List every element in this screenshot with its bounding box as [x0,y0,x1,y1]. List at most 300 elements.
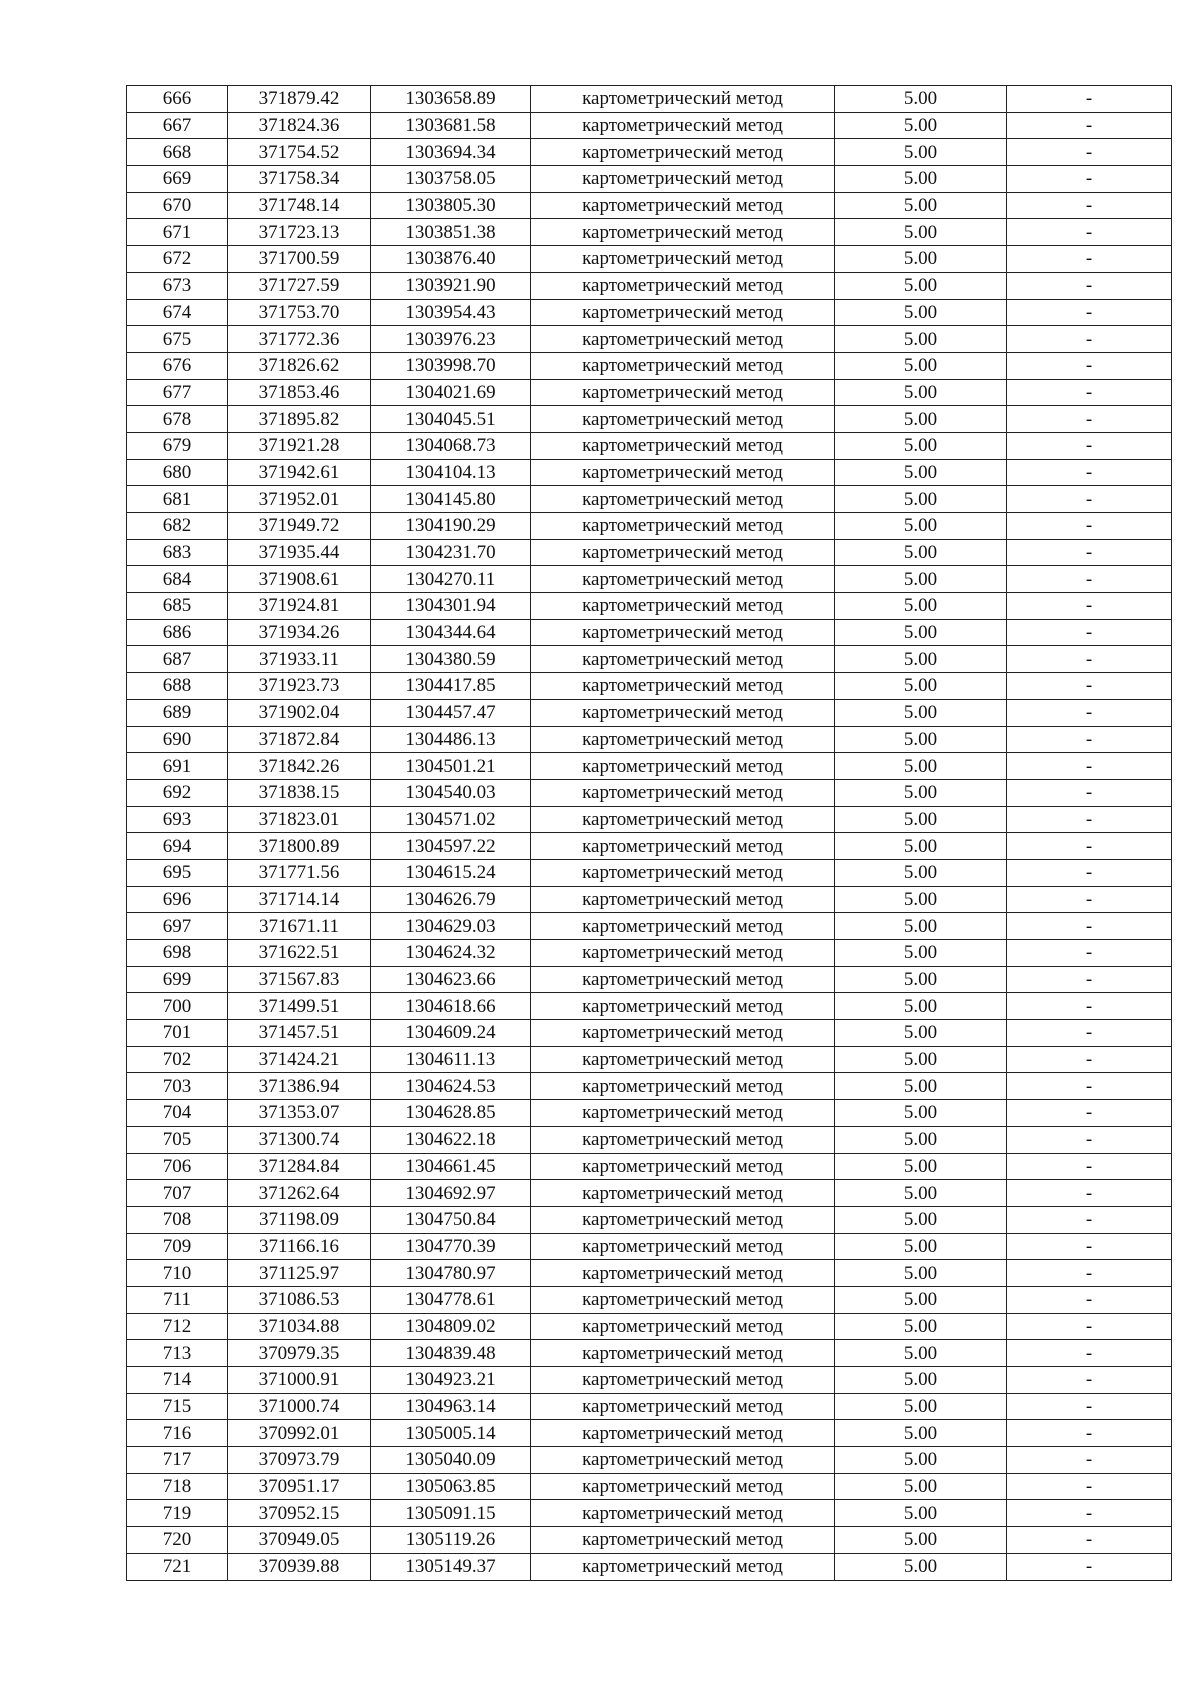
description-cell: - [1007,1206,1172,1233]
description-cell: - [1007,1046,1172,1073]
x-coordinate-cell: 371353.07 [228,1100,371,1127]
description-cell: - [1007,1153,1172,1180]
method-cell: картометрический метод [531,619,835,646]
description-cell: - [1007,1126,1172,1153]
description-cell: - [1007,566,1172,593]
method-cell: картометрический метод [531,326,835,353]
method-cell: картометрический метод [531,1286,835,1313]
description-cell: - [1007,272,1172,299]
y-coordinate-cell: 1304597.22 [371,833,531,860]
method-cell: картометрический метод [531,1313,835,1340]
y-coordinate-cell: 1304778.61 [371,1286,531,1313]
description-cell: - [1007,593,1172,620]
table-row [127,1126,1172,1153]
description-cell: - [1007,1527,1172,1554]
accuracy-cell: 5.00 [835,833,1007,860]
method-cell: картометрический метод [531,859,835,886]
description-cell: - [1007,859,1172,886]
point-number-cell: 721 [127,1553,228,1580]
table-row [127,779,1172,806]
description-cell: - [1007,1020,1172,1047]
method-cell: картометрический метод [531,966,835,993]
y-coordinate-cell: 1304626.79 [371,886,531,913]
method-cell: картометрический метод [531,86,835,113]
accuracy-cell: 5.00 [835,699,1007,726]
description-cell: - [1007,406,1172,433]
point-number-cell: 688 [127,673,228,700]
y-coordinate-cell: 1304457.47 [371,699,531,726]
description-cell: - [1007,913,1172,940]
point-number-cell: 719 [127,1500,228,1527]
description-cell: - [1007,379,1172,406]
y-coordinate-cell: 1305063.85 [371,1473,531,1500]
method-cell: картометрический метод [531,1020,835,1047]
accuracy-cell: 5.00 [835,1473,1007,1500]
x-coordinate-cell: 371902.04 [228,699,371,726]
x-coordinate-cell: 371567.83 [228,966,371,993]
y-coordinate-cell: 1303954.43 [371,299,531,326]
accuracy-cell: 5.00 [835,1073,1007,1100]
accuracy-cell: 5.00 [835,219,1007,246]
x-coordinate-cell: 370979.35 [228,1340,371,1367]
description-cell: - [1007,513,1172,540]
x-coordinate-cell: 371949.72 [228,513,371,540]
description-cell: - [1007,726,1172,753]
point-number-cell: 713 [127,1340,228,1367]
point-number-cell: 686 [127,619,228,646]
point-number-cell: 710 [127,1260,228,1287]
table-row [127,1393,1172,1420]
x-coordinate-cell: 371842.26 [228,753,371,780]
accuracy-cell: 5.00 [835,112,1007,139]
y-coordinate-cell: 1305149.37 [371,1553,531,1580]
y-coordinate-cell: 1304609.24 [371,1020,531,1047]
table-row [127,1447,1172,1474]
table-row [127,753,1172,780]
x-coordinate-cell: 371921.28 [228,432,371,459]
accuracy-cell: 5.00 [835,486,1007,513]
method-cell: картометрический метод [531,112,835,139]
method-cell: картометрический метод [531,379,835,406]
y-coordinate-cell: 1304045.51 [371,406,531,433]
accuracy-cell: 5.00 [835,1233,1007,1260]
x-coordinate-cell: 371000.74 [228,1393,371,1420]
description-cell: - [1007,1233,1172,1260]
method-cell: картометрический метод [531,139,835,166]
point-number-cell: 699 [127,966,228,993]
method-cell: картометрический метод [531,192,835,219]
description-cell: - [1007,1313,1172,1340]
point-number-cell: 677 [127,379,228,406]
y-coordinate-cell: 1304809.02 [371,1313,531,1340]
x-coordinate-cell: 370951.17 [228,1473,371,1500]
description-cell: - [1007,246,1172,273]
table-row [127,1473,1172,1500]
point-number-cell: 675 [127,326,228,353]
description-cell: - [1007,1100,1172,1127]
accuracy-cell: 5.00 [835,593,1007,620]
y-coordinate-cell: 1304628.85 [371,1100,531,1127]
x-coordinate-cell: 371714.14 [228,886,371,913]
method-cell: картометрический метод [531,1073,835,1100]
description-cell: - [1007,486,1172,513]
point-number-cell: 715 [127,1393,228,1420]
accuracy-cell: 5.00 [835,1500,1007,1527]
description-cell: - [1007,673,1172,700]
method-cell: картометрический метод [531,1046,835,1073]
table-row [127,326,1172,353]
point-number-cell: 690 [127,726,228,753]
point-number-cell: 717 [127,1447,228,1474]
table-row [127,299,1172,326]
x-coordinate-cell: 371198.09 [228,1206,371,1233]
description-cell: - [1007,1286,1172,1313]
description-cell: - [1007,1447,1172,1474]
table-row [127,459,1172,486]
point-number-cell: 691 [127,753,228,780]
x-coordinate-cell: 370973.79 [228,1447,371,1474]
x-coordinate-cell: 371935.44 [228,539,371,566]
accuracy-cell: 5.00 [835,352,1007,379]
description-cell: - [1007,1340,1172,1367]
table-row [127,1367,1172,1394]
point-number-cell: 701 [127,1020,228,1047]
method-cell: картометрический метод [531,486,835,513]
x-coordinate-cell: 370939.88 [228,1553,371,1580]
y-coordinate-cell: 1304692.97 [371,1180,531,1207]
table-row [127,1553,1172,1580]
description-cell: - [1007,112,1172,139]
accuracy-cell: 5.00 [835,1393,1007,1420]
x-coordinate-cell: 371754.52 [228,139,371,166]
y-coordinate-cell: 1305040.09 [371,1447,531,1474]
point-number-cell: 676 [127,352,228,379]
y-coordinate-cell: 1304750.84 [371,1206,531,1233]
y-coordinate-cell: 1304624.53 [371,1073,531,1100]
y-coordinate-cell: 1304624.32 [371,940,531,967]
method-cell: картометрический метод [531,1100,835,1127]
table-row [127,1153,1172,1180]
point-number-cell: 681 [127,486,228,513]
point-number-cell: 667 [127,112,228,139]
y-coordinate-cell: 1304501.21 [371,753,531,780]
y-coordinate-cell: 1303876.40 [371,246,531,273]
y-coordinate-cell: 1303694.34 [371,139,531,166]
point-number-cell: 678 [127,406,228,433]
point-number-cell: 679 [127,432,228,459]
accuracy-cell: 5.00 [835,246,1007,273]
method-cell: картометрический метод [531,272,835,299]
table-row [127,1286,1172,1313]
accuracy-cell: 5.00 [835,1020,1007,1047]
method-cell: картометрический метод [531,913,835,940]
point-number-cell: 666 [127,86,228,113]
y-coordinate-cell: 1303998.70 [371,352,531,379]
method-cell: картометрический метод [531,352,835,379]
point-number-cell: 683 [127,539,228,566]
table-row [127,1233,1172,1260]
y-coordinate-cell: 1305091.15 [371,1500,531,1527]
accuracy-cell: 5.00 [835,966,1007,993]
table-row [127,1313,1172,1340]
point-number-cell: 698 [127,940,228,967]
description-cell: - [1007,779,1172,806]
x-coordinate-cell: 371824.36 [228,112,371,139]
point-number-cell: 720 [127,1527,228,1554]
method-cell: картометрический метод [531,940,835,967]
x-coordinate-cell: 370952.15 [228,1500,371,1527]
y-coordinate-cell: 1304629.03 [371,913,531,940]
accuracy-cell: 5.00 [835,513,1007,540]
point-number-cell: 706 [127,1153,228,1180]
x-coordinate-cell: 371166.16 [228,1233,371,1260]
x-coordinate-cell: 371622.51 [228,940,371,967]
method-cell: картометрический метод [531,219,835,246]
y-coordinate-cell: 1303805.30 [371,192,531,219]
accuracy-cell: 5.00 [835,1420,1007,1447]
description-cell: - [1007,646,1172,673]
method-cell: картометрический метод [531,1367,835,1394]
method-cell: картометрический метод [531,1447,835,1474]
description-cell: - [1007,1420,1172,1447]
table-row [127,432,1172,459]
point-number-cell: 668 [127,139,228,166]
point-number-cell: 707 [127,1180,228,1207]
table-row [127,913,1172,940]
description-cell: - [1007,1260,1172,1287]
table-row [127,806,1172,833]
table-row [127,352,1172,379]
point-number-cell: 718 [127,1473,228,1500]
point-number-cell: 697 [127,913,228,940]
x-coordinate-cell: 370992.01 [228,1420,371,1447]
method-cell: картометрический метод [531,1126,835,1153]
accuracy-cell: 5.00 [835,326,1007,353]
accuracy-cell: 5.00 [835,539,1007,566]
table-row [127,993,1172,1020]
x-coordinate-cell: 371086.53 [228,1286,371,1313]
x-coordinate-cell: 371000.91 [228,1367,371,1394]
accuracy-cell: 5.00 [835,1126,1007,1153]
coordinates-table [126,85,1172,1581]
description-cell: - [1007,753,1172,780]
accuracy-cell: 5.00 [835,1313,1007,1340]
method-cell: картометрический метод [531,459,835,486]
table-row [127,886,1172,913]
point-number-cell: 682 [127,513,228,540]
description-cell: - [1007,806,1172,833]
x-coordinate-cell: 371800.89 [228,833,371,860]
table-row [127,1206,1172,1233]
x-coordinate-cell: 371034.88 [228,1313,371,1340]
method-cell: картометрический метод [531,1500,835,1527]
accuracy-cell: 5.00 [835,673,1007,700]
point-number-cell: 705 [127,1126,228,1153]
accuracy-cell: 5.00 [835,940,1007,967]
accuracy-cell: 5.00 [835,993,1007,1020]
method-cell: картометрический метод [531,726,835,753]
point-number-cell: 692 [127,779,228,806]
method-cell: картометрический метод [531,1233,835,1260]
point-number-cell: 700 [127,993,228,1020]
description-cell: - [1007,539,1172,566]
x-coordinate-cell: 371895.82 [228,406,371,433]
table-row [127,1420,1172,1447]
description-cell: - [1007,833,1172,860]
method-cell: картометрический метод [531,246,835,273]
x-coordinate-cell: 371908.61 [228,566,371,593]
method-cell: картометрический метод [531,699,835,726]
method-cell: картометрический метод [531,1260,835,1287]
x-coordinate-cell: 371923.73 [228,673,371,700]
table-row [127,593,1172,620]
y-coordinate-cell: 1304540.03 [371,779,531,806]
x-coordinate-cell: 371700.59 [228,246,371,273]
point-number-cell: 716 [127,1420,228,1447]
accuracy-cell: 5.00 [835,1206,1007,1233]
table-row [127,1500,1172,1527]
y-coordinate-cell: 1304661.45 [371,1153,531,1180]
table-body [127,86,1172,1581]
table-row [127,112,1172,139]
accuracy-cell: 5.00 [835,1100,1007,1127]
point-number-cell: 669 [127,166,228,193]
point-number-cell: 708 [127,1206,228,1233]
description-cell: - [1007,459,1172,486]
accuracy-cell: 5.00 [835,1340,1007,1367]
y-coordinate-cell: 1304380.59 [371,646,531,673]
table-row [127,166,1172,193]
y-coordinate-cell: 1303681.58 [371,112,531,139]
x-coordinate-cell: 371934.26 [228,619,371,646]
point-number-cell: 703 [127,1073,228,1100]
y-coordinate-cell: 1304486.13 [371,726,531,753]
point-number-cell: 714 [127,1367,228,1394]
description-cell: - [1007,166,1172,193]
method-cell: картометрический метод [531,1180,835,1207]
point-number-cell: 674 [127,299,228,326]
y-coordinate-cell: 1303976.23 [371,326,531,353]
accuracy-cell: 5.00 [835,1153,1007,1180]
x-coordinate-cell: 371823.01 [228,806,371,833]
accuracy-cell: 5.00 [835,406,1007,433]
accuracy-cell: 5.00 [835,1447,1007,1474]
accuracy-cell: 5.00 [835,1527,1007,1554]
description-cell: - [1007,1500,1172,1527]
accuracy-cell: 5.00 [835,566,1007,593]
description-cell: - [1007,1073,1172,1100]
point-number-cell: 702 [127,1046,228,1073]
y-coordinate-cell: 1304571.02 [371,806,531,833]
description-cell: - [1007,299,1172,326]
point-number-cell: 680 [127,459,228,486]
x-coordinate-cell: 371772.36 [228,326,371,353]
method-cell: картометрический метод [531,886,835,913]
description-cell: - [1007,886,1172,913]
table-row [127,246,1172,273]
table-row [127,272,1172,299]
y-coordinate-cell: 1304231.70 [371,539,531,566]
x-coordinate-cell: 371952.01 [228,486,371,513]
y-coordinate-cell: 1304780.97 [371,1260,531,1287]
description-cell: - [1007,699,1172,726]
x-coordinate-cell: 371753.70 [228,299,371,326]
description-cell: - [1007,86,1172,113]
table-row [127,1180,1172,1207]
x-coordinate-cell: 371771.56 [228,859,371,886]
accuracy-cell: 5.00 [835,1180,1007,1207]
description-cell: - [1007,352,1172,379]
description-cell: - [1007,1367,1172,1394]
accuracy-cell: 5.00 [835,1367,1007,1394]
method-cell: картометрический метод [531,806,835,833]
description-cell: - [1007,219,1172,246]
method-cell: картометрический метод [531,833,835,860]
table-row [127,1527,1172,1554]
method-cell: картометрический метод [531,406,835,433]
point-number-cell: 689 [127,699,228,726]
method-cell: картометрический метод [531,166,835,193]
y-coordinate-cell: 1304190.29 [371,513,531,540]
table-row [127,833,1172,860]
point-number-cell: 672 [127,246,228,273]
accuracy-cell: 5.00 [835,1046,1007,1073]
y-coordinate-cell: 1304623.66 [371,966,531,993]
table-row [127,1073,1172,1100]
description-cell: - [1007,1180,1172,1207]
method-cell: картометрический метод [531,646,835,673]
method-cell: картометрический метод [531,432,835,459]
y-coordinate-cell: 1304618.66 [371,993,531,1020]
description-cell: - [1007,619,1172,646]
point-number-cell: 694 [127,833,228,860]
y-coordinate-cell: 1305005.14 [371,1420,531,1447]
table-row [127,940,1172,967]
y-coordinate-cell: 1304615.24 [371,859,531,886]
accuracy-cell: 5.00 [835,432,1007,459]
description-cell: - [1007,966,1172,993]
accuracy-cell: 5.00 [835,806,1007,833]
accuracy-cell: 5.00 [835,646,1007,673]
y-coordinate-cell: 1305119.26 [371,1527,531,1554]
accuracy-cell: 5.00 [835,726,1007,753]
point-number-cell: 704 [127,1100,228,1127]
table-row [127,219,1172,246]
y-coordinate-cell: 1304963.14 [371,1393,531,1420]
description-cell: - [1007,993,1172,1020]
accuracy-cell: 5.00 [835,886,1007,913]
x-coordinate-cell: 371838.15 [228,779,371,806]
x-coordinate-cell: 371457.51 [228,1020,371,1047]
x-coordinate-cell: 371125.97 [228,1260,371,1287]
table-row [127,86,1172,113]
method-cell: картометрический метод [531,539,835,566]
table-row [127,539,1172,566]
accuracy-cell: 5.00 [835,1553,1007,1580]
y-coordinate-cell: 1303851.38 [371,219,531,246]
table-row [127,859,1172,886]
method-cell: картометрический метод [531,1340,835,1367]
description-cell: - [1007,1473,1172,1500]
table-row [127,1020,1172,1047]
method-cell: картометрический метод [531,1206,835,1233]
table-row [127,966,1172,993]
accuracy-cell: 5.00 [835,86,1007,113]
x-coordinate-cell: 371924.81 [228,593,371,620]
x-coordinate-cell: 371424.21 [228,1046,371,1073]
accuracy-cell: 5.00 [835,192,1007,219]
method-cell: картометрический метод [531,1473,835,1500]
